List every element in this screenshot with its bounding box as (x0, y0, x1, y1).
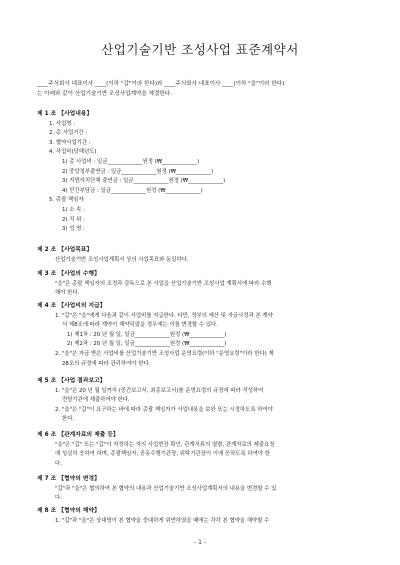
article-body: 1. "을"은 20 년 월 일까지 (중간보고서, 최종보고서)를 운영요령의 규정에 따라 작성하여 (55, 387, 264, 394)
sub-item: 2) 직 위 : (62, 216, 85, 223)
intro-line: ____주식회사 대표이사 ____(이하 "갑"이라 한다)와 ____주식회사 대표이사 ____(이하 "을"이라 한다) (37, 81, 285, 87)
article-title: 제 4 조 【사업비의 지급】 (37, 303, 106, 309)
article-body: 에 성실히 응하여 하며, 총괄책임자, 공동수행기관장, 위탁기관장이 이에 응하도록 하여야 한 (55, 451, 270, 458)
document-title: 산업기술기반 조성사업 표준계약서 (101, 42, 299, 57)
article-8 (37, 507, 367, 526)
list-item: 1. 사업명 : (49, 120, 76, 127)
article-3 (37, 270, 367, 299)
article-5 (37, 377, 367, 425)
article-body: 전담기관에 제출하여야 한다. (62, 397, 130, 404)
list-item: 3. 협약사업기간 : (49, 139, 91, 146)
cost-line: 2) 중앙정부출연금 : 일금_____________원정 (₩_____________) (62, 168, 214, 175)
article-title: 제 2 조 【사업목표】 (37, 247, 93, 253)
article-body: 2. "을"은 자금 받은 사업비를 산업기술기반 조성사업 운영요령(이하 "운영요령"이라 한다) 제 (55, 350, 274, 357)
list-item: 2. 총 사업기간 : (49, 130, 88, 137)
list-item: 5. 총괄 책임자 (49, 197, 84, 204)
article-7 (37, 475, 367, 504)
article-body: 다. (55, 495, 62, 502)
article-body: 다. (55, 460, 62, 467)
article-body: 서 제8조에 따라 계약이 해약되었을 경우에는 이를 변경할 수 있다. (62, 322, 218, 329)
article-body: 28조의 규정에 따라 관리하여야 한다. (62, 360, 151, 367)
article-body: "을"은 총괄 책임자의 조정과 감독으로 본 사업을 산업기술기반 조성사업 계획서에 따라 수행 (55, 280, 272, 287)
article-body: 한다. (62, 416, 75, 423)
payment-line: 1) 제1차 : 20 년 월 일, 일금_____________원정 (₩_____________) (67, 331, 227, 338)
article-title: 제 7 조 【협약의 변경】 (37, 476, 100, 482)
payment-line: 2) 제2차 : 20 년 월 일, 일금_____________원정 (₩_____________) (67, 341, 227, 348)
page-number: - 1 - (194, 539, 206, 546)
article-body: 해야 한다. (55, 290, 80, 297)
article-body: "갑"과 "을"은 협의하여 본 협약의 내용과 산업기술기반 조성사업계획서의 내용을 변경할 수 있 (55, 485, 277, 492)
article-6 (37, 431, 367, 469)
cost-line: 4) 민간부담금 : 일금_____________원정 (₩_____________) (62, 187, 203, 194)
article-title: 제 6 조 【관계자료의 제출 등】 (37, 432, 119, 438)
list-item: 4. 사업비(당해년도) (49, 149, 97, 156)
sub-item: 3) 성 명 : (62, 226, 85, 233)
intro-line: 는 아래와 같이 산업기술기반 조성사업계약을 체결한다. (37, 91, 172, 97)
article-title: 제 3 조 【사업의 수행】 (37, 271, 100, 277)
article-4 (37, 302, 367, 369)
article-body: 1. "갑"과 "을"은 상대방이 본 협약을 중대하게 위반하였을 때에는 각각 본 협약을 해약할 수 (55, 517, 270, 524)
article-body: 2. "을"은 "갑"이 요구하는 바에 따라 총괄 책임자가 사업내용을 보완 또는 시정하도록 하여야 (55, 406, 273, 413)
cost-line: 1) 총 사업비 : 일금_____________원정 (₩_____________) (62, 158, 200, 165)
article-2 (37, 246, 367, 265)
article-body: 1. "갑"은 "을"에게 다음과 같이 사업비를 지급한다. 다만, 정부의 예산 및 자금사정과 본 계약 (55, 312, 273, 319)
cost-line: 3) 지방자치단체 출연금 : 일금_____________원정 (₩_____________) (62, 178, 226, 185)
article-1 (37, 110, 367, 235)
article-title: 제 5 조 【사업 결과보고】 (37, 378, 106, 384)
article-title: 제 8 조 【협약의 해약】 (37, 508, 100, 514)
article-body: "을"은 "갑" 또는 "갑"이 지정하는 자의 사업현장 확인, 관계서류의 열람, 관계자료의 제출요청 (55, 441, 275, 448)
article-title: 제 1 조 【사업내용】 (37, 111, 93, 117)
article-body: 산업기술기반 조성사업계획서 상의 사업목표와 동일하다. (55, 256, 189, 263)
intro-paragraph (37, 79, 367, 99)
sub-item: 1) 소 속 : (62, 206, 85, 213)
